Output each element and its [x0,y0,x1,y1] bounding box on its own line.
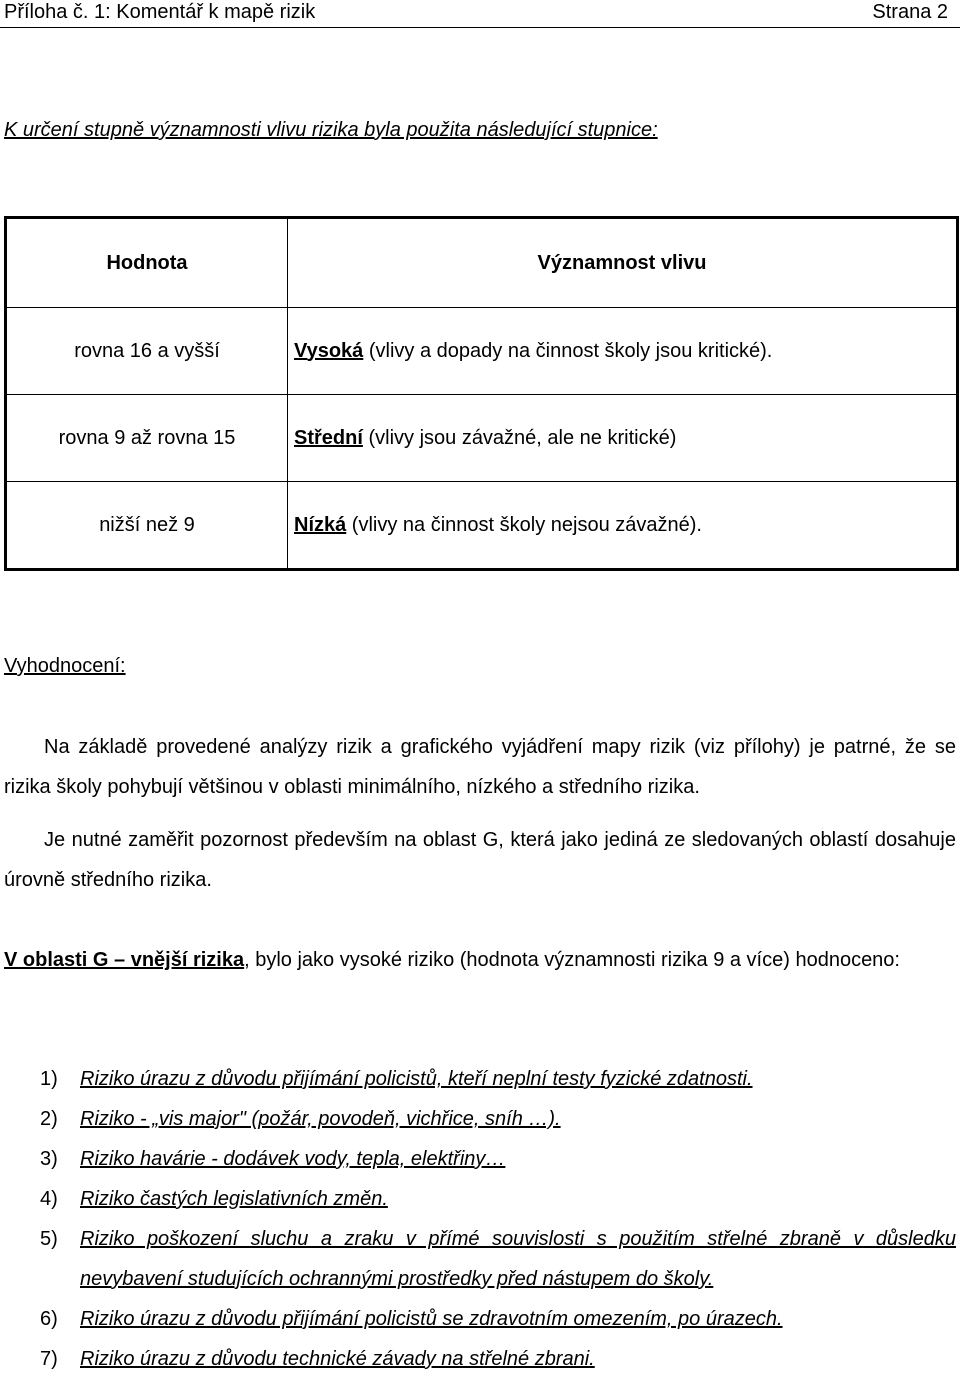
list-item [4,1059,956,1099]
evaluation-paragraph-1 [4,727,956,807]
row-significance [288,308,958,395]
list-number: 3) [40,1148,58,1170]
table-row [6,395,958,482]
significance-scale-table [4,216,959,571]
area-g-paragraph [4,940,956,980]
list-text: Riziko úrazu z důvodu přijímání policistů se zdravotním omezením, po úrazech. [80,1308,783,1330]
area-g-text: , bylo jako vysoké riziko (hodnota významnosti rizika 9 a více) hodnoceno: [244,949,900,971]
list-number: 5) [40,1228,58,1250]
list-number: 1) [40,1068,58,1090]
list-text: Riziko úrazu z důvodu přijímání policistů, kteří neplní testy fyzické zdatnosti. [80,1068,753,1090]
list-item [4,1339,956,1379]
list-item [4,1139,956,1179]
list-text: Riziko havárie - dodávek vody, tepla, elektřiny… [80,1148,506,1170]
risk-list [4,1059,956,1379]
table-row [6,482,958,570]
list-text: Riziko častých legislativních změn. [80,1188,388,1210]
table-row [6,308,958,395]
level-description: (vlivy jsou závažné, ale ne kritické) [362,426,677,449]
row-value: nižší než 9 [6,482,288,570]
list-number: 2) [40,1108,58,1130]
evaluation-paragraph-1-text: Na základě provedené analýzy rizik a grafického vyjádření mapy rizik (viz přílohy) je patrné, že se rizika školy pohybují většinou v oblasti minimálního, nízkého a středního rizika. [4,736,956,798]
intro-text: K určení stupně významnosti vlivu rizika byla použita následující stupnice: [4,119,658,141]
row-value: rovna 9 až rovna 15 [6,395,288,482]
list-number: 4) [40,1188,58,1210]
level-description: (vlivy a dopady na činnost školy jsou kritické). [363,339,773,362]
header-significance: Významnost vlivu [288,218,958,308]
row-value: rovna 16 a vyšší [6,308,288,395]
evaluation-paragraph-2-text: Je nutné zaměřit pozornost především na oblast G, která jako jediná ze sledovaných oblastí dosahuje úrovně středního rizika. [4,829,956,891]
list-number: 6) [40,1308,58,1330]
list-text: Riziko poškození sluchu a zraku v přímé souvislosti s použitím střelné zbraně v důsledku nevybavení studujících ochrannými prostředky před nástupem do školy. [80,1228,956,1290]
list-item [4,1299,956,1339]
row-significance [288,482,958,570]
list-text: Riziko úrazu z důvodu technické závady na střelné zbrani. [80,1348,595,1370]
header-title: Příloha č. 1: Komentář k mapě rizik [4,1,316,23]
level-label: Nízká [294,513,347,536]
level-label: Vysoká [294,339,364,362]
page-number: Strana 2 [872,1,948,23]
level-description: (vlivy na činnost školy nejsou závažné). [346,513,702,536]
list-item [4,1179,956,1219]
list-number: 7) [40,1348,58,1370]
list-item [4,1099,956,1139]
list-item [4,1219,956,1299]
level-label: Střední [294,426,363,449]
header-divider [0,27,960,28]
area-g-label: V oblasti G – vnější rizika [4,949,245,971]
header-value: Hodnota [6,218,288,308]
evaluation-paragraph-2 [4,820,956,900]
table-header-row [6,218,958,308]
evaluation-heading: Vyhodnocení: [4,655,126,677]
row-significance [288,395,958,482]
list-text: Riziko - „vis major" (požár, povodeň, vichřice, sníh …). [80,1108,561,1130]
